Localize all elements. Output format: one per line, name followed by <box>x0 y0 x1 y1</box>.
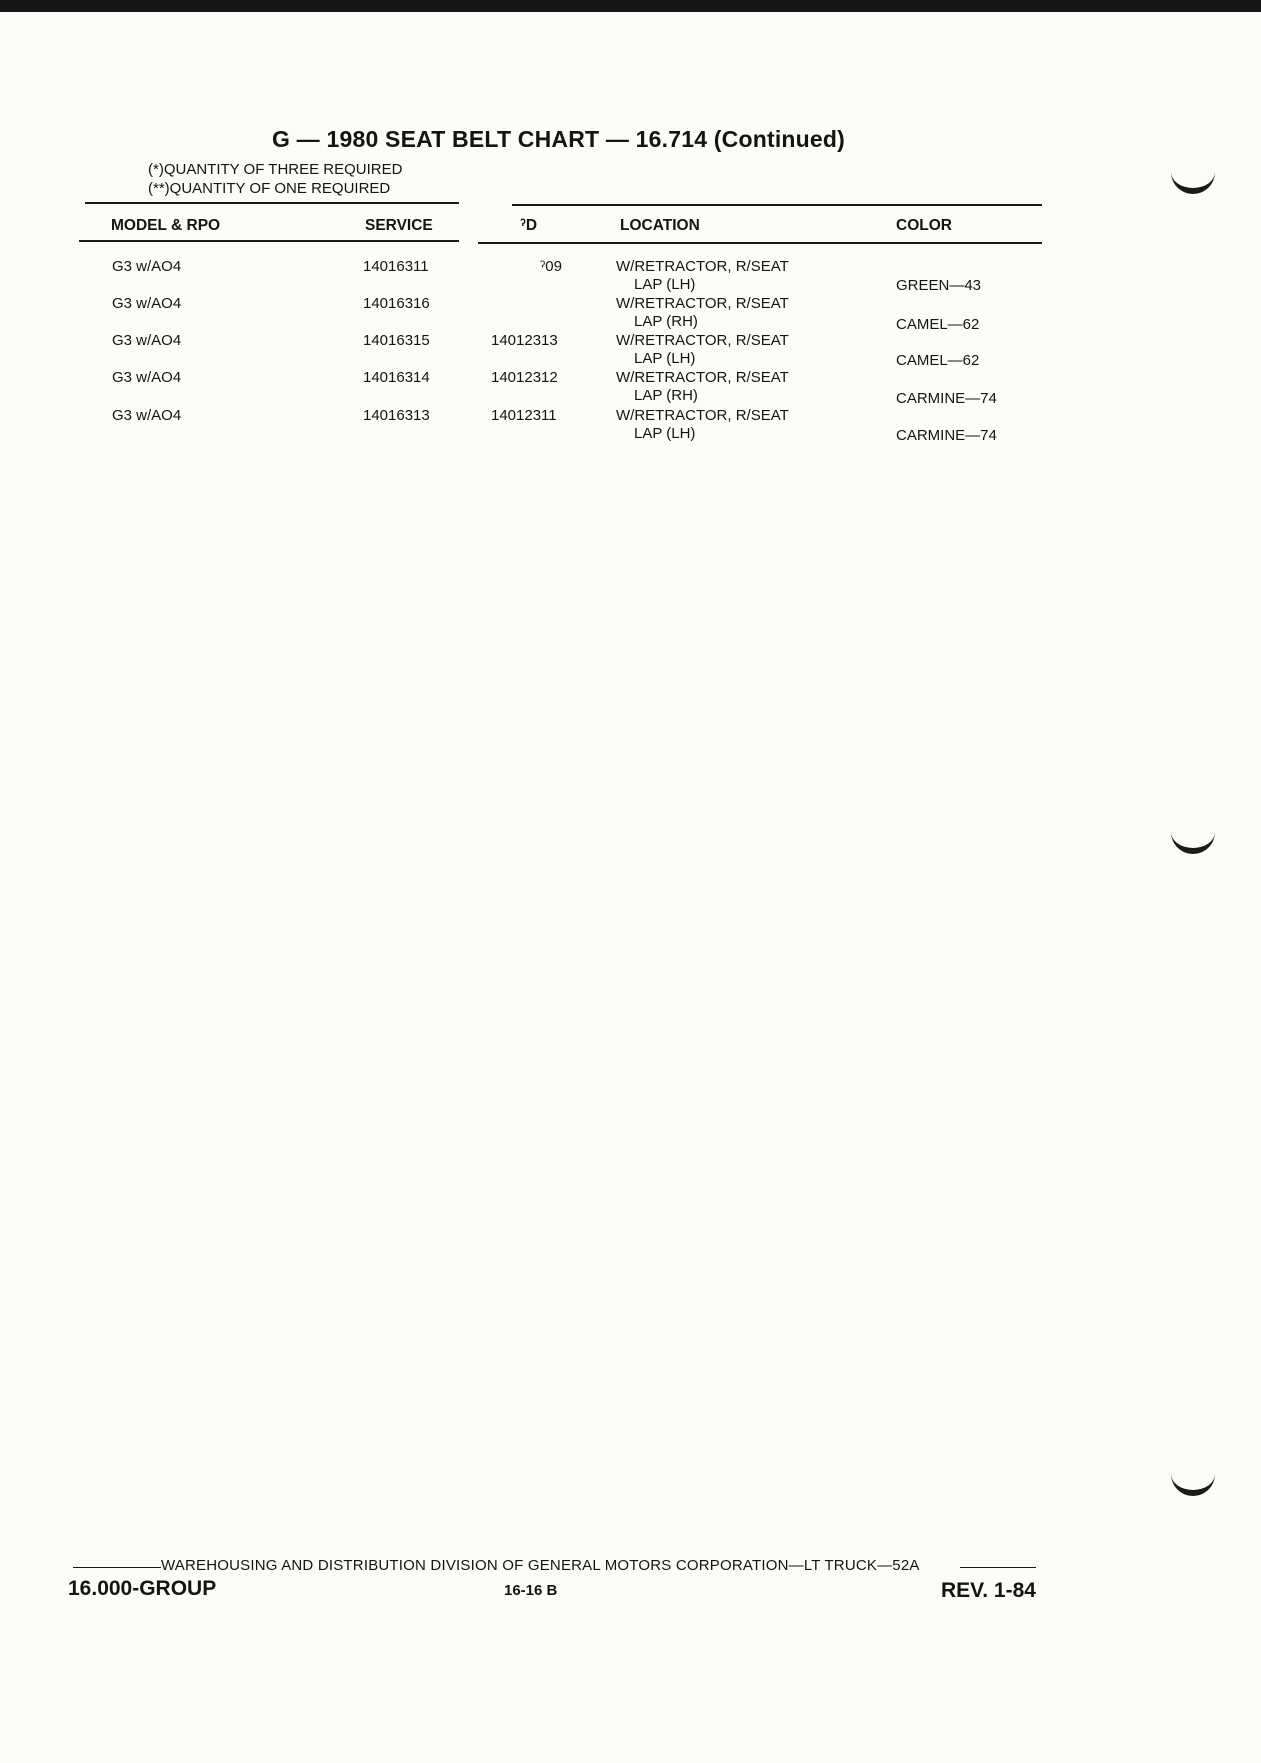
page-top-border <box>0 0 1261 12</box>
footer-group: 16.000-GROUP <box>68 1577 217 1600</box>
cell-service: 14016314 <box>363 369 430 386</box>
footer-rule-left <box>73 1567 161 1568</box>
footer-page-number: 16-16 B <box>504 1582 558 1599</box>
cell-location-line2: LAP (RH) <box>634 313 698 330</box>
chart-title: G — 1980 SEAT BELT CHART — 16.714 (Continued) <box>272 126 846 152</box>
footer-rule-right <box>960 1567 1036 1568</box>
cell-od: 14012313 <box>491 332 558 349</box>
cell-location-line1: W/RETRACTOR, R/SEAT <box>616 258 789 275</box>
cell-color: CARMINE—74 <box>896 390 997 407</box>
footer-division-line: WAREHOUSING AND DISTRIBUTION DIVISION OF GENERAL MOTORS CORPORATION—LT TRUCK—52A <box>161 1557 920 1574</box>
column-header-service: SERVICE <box>365 217 433 234</box>
column-header-model: MODEL & RPO <box>111 217 221 234</box>
cell-service: 14016315 <box>363 332 430 349</box>
cell-od: ˀ09 <box>540 258 562 275</box>
cell-location-line2: LAP (RH) <box>634 387 698 404</box>
cell-location-line1: W/RETRACTOR, R/SEAT <box>616 295 789 312</box>
cell-color: CAMEL—62 <box>896 352 980 369</box>
header-bottom-rule-left <box>79 240 459 242</box>
cell-location-line1: W/RETRACTOR, R/SEAT <box>616 407 789 424</box>
cell-color: CAMEL—62 <box>896 316 980 333</box>
cell-color: GREEN—43 <box>896 277 982 294</box>
cell-location-line1: W/RETRACTOR, R/SEAT <box>616 332 789 349</box>
column-header-color: COLOR <box>896 217 952 234</box>
cell-service: 14016313 <box>363 407 430 424</box>
binder-hole-mark <box>1171 158 1215 194</box>
column-header-location: LOCATION <box>620 217 700 234</box>
footer-revision: REV. 1-84 <box>941 1579 1036 1602</box>
cell-model: G3 w/AO4 <box>112 258 182 275</box>
cell-location-line2: LAP (LH) <box>634 276 696 293</box>
cell-location-line1: W/RETRACTOR, R/SEAT <box>616 369 789 386</box>
cell-color: CARMINE—74 <box>896 427 997 444</box>
binder-hole-mark <box>1171 1460 1215 1496</box>
header-top-rule-right <box>512 204 1042 206</box>
cell-location-line2: LAP (LH) <box>634 350 696 367</box>
cell-service: 14016311 <box>363 258 429 275</box>
quantity-note-one: (**)QUANTITY OF ONE REQUIRED <box>148 180 391 197</box>
column-header-od: ˀD <box>520 217 538 234</box>
binder-hole-mark <box>1171 818 1215 854</box>
cell-model: G3 w/AO4 <box>112 407 182 424</box>
quantity-note-three: (*)QUANTITY OF THREE REQUIRED <box>148 161 403 178</box>
cell-service: 14016316 <box>363 295 430 312</box>
cell-model: G3 w/AO4 <box>112 369 182 386</box>
cell-model: G3 w/AO4 <box>112 295 182 312</box>
cell-location-line2: LAP (LH) <box>634 425 696 442</box>
header-bottom-rule-right <box>478 242 1042 244</box>
cell-model: G3 w/AO4 <box>112 332 182 349</box>
header-top-rule-left <box>85 202 459 204</box>
cell-od: 14012311 <box>491 407 557 424</box>
cell-od: 14012312 <box>491 369 558 386</box>
